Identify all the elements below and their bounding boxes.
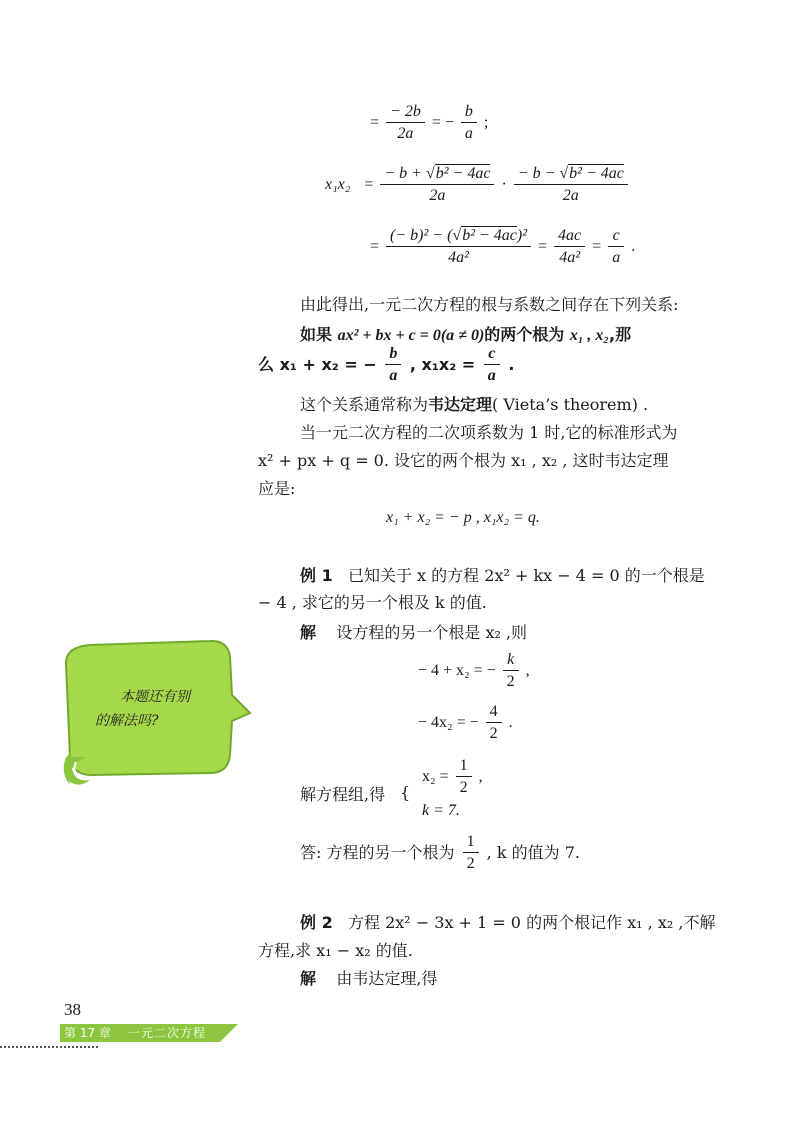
answer-1: 答: 方程的另一个根为 $\frac{1}{2}$ , k 的值为 7. <box>300 832 580 875</box>
fraction: $\frac{k}{2}$ <box>503 650 519 693</box>
solution-2: 解 由韦达定理,得 <box>300 969 438 988</box>
chapter-title: 一元二次方程 <box>128 1026 207 1040</box>
bubble-line-1: 本题还有别 <box>120 689 190 705</box>
fraction: $\frac{\text{(− b)² − (√b² − 4ac)²}}{\text{4a²}}$ <box>386 226 531 269</box>
theorem-formula: 么 x₁ + x₂ = − $\frac{b}{a}$ , x₁x₂ = $\frac{c}{a}$ . <box>258 344 514 387</box>
fraction: $\frac{b}{a}$ <box>385 344 401 387</box>
result-x2: x₂ = $\frac{1}{2}$ , <box>422 756 483 799</box>
equation-sum-result: = $\frac{- 2b}{2a}$ = − $\frac{b}{a}$ ; <box>370 102 488 145</box>
theorem-statement: 如果 ax² + bx + c = 0(a ≠ 0)的两个根为 x₁ , x₂,那 <box>300 325 632 344</box>
paragraph: x² + px + q = 0. 设它的两个根为 x₁ , x₂ , 这时韦达定理 <box>258 451 669 470</box>
result-k: k = 7. <box>422 802 460 819</box>
example-1-cont: − 4 , 求它的另一个根及 k 的值. <box>258 593 487 612</box>
fraction: $\frac{c}{a}$ <box>608 226 624 269</box>
fraction: $\frac{\text{− b + √b² − 4ac}}{2a}$ <box>380 164 494 207</box>
dotted-divider <box>0 1046 98 1048</box>
page-number: 38 <box>64 1000 81 1019</box>
fraction: $\frac{b}{a}$ <box>461 102 477 145</box>
paragraph: 当一元二次方程的二次项系数为 1 时,它的标准形式为 <box>300 423 678 442</box>
bubble-line-2: 的解法吗? <box>95 713 159 729</box>
paragraph: 由此得出,一元二次方程的根与系数之间存在下列关系: <box>300 295 679 314</box>
solve-system-label: 解方程组,得 <box>300 785 386 804</box>
system-eq-2: − 4x₂ = − $\frac{4}{2}$ . <box>418 702 513 745</box>
chapter-number: 第 17 章 <box>64 1026 111 1040</box>
example-2-cont: 方程,求 x₁ − x₂ 的值. <box>258 941 413 960</box>
fraction: $\frac{1}{2}$ <box>456 756 472 799</box>
fraction: $\frac{c}{a}$ <box>484 344 500 387</box>
equation-product-simplified: = $\frac{\text{(− b)² − (√b² − 4ac)²}}{\text{4a²}}$ = $\frac{4ac}{\text{4a²}}$ = $\frac{c}{a}$ . <box>370 226 635 269</box>
fraction: $\frac{- 2b}{2a}$ <box>386 102 425 145</box>
fraction: $\frac{1}{2}$ <box>463 832 479 875</box>
equation-product: x₁x₂ = $\frac{\text{− b + √b² − 4ac}}{2a}$ · $\frac{\text{− b − √b² − 4ac}}{2a}$ <box>325 164 631 207</box>
brace: { <box>400 783 411 802</box>
example-1: 例 1 已知关于 x 的方程 2x² + kx − 4 = 0 的一个根是 <box>300 566 705 585</box>
fraction: $\frac{\text{− b − √b² − 4ac}}{2a}$ <box>514 164 628 207</box>
paragraph: 应是: <box>258 479 296 498</box>
vieta-monic-formula: x₁ + x₂ = − p , x₁x₂ = q. <box>386 509 540 526</box>
paragraph: 这个关系通常称为韦达定理( Vieta’s theorem) . <box>300 395 649 414</box>
fraction: $\frac{4}{2}$ <box>486 702 502 745</box>
example-2: 例 2 方程 2x² − 3x + 1 = 0 的两个根记作 x₁ , x₂ ,不解 <box>300 913 716 932</box>
swirl-icon <box>56 748 96 788</box>
solution-1: 解 设方程的另一个根是 x₂ ,则 <box>300 623 528 642</box>
fraction: $\frac{4ac}{\text{4a²}}$ <box>554 226 585 269</box>
system-eq-1: − 4 + x₂ = − $\frac{k}{2}$ , <box>418 650 530 693</box>
